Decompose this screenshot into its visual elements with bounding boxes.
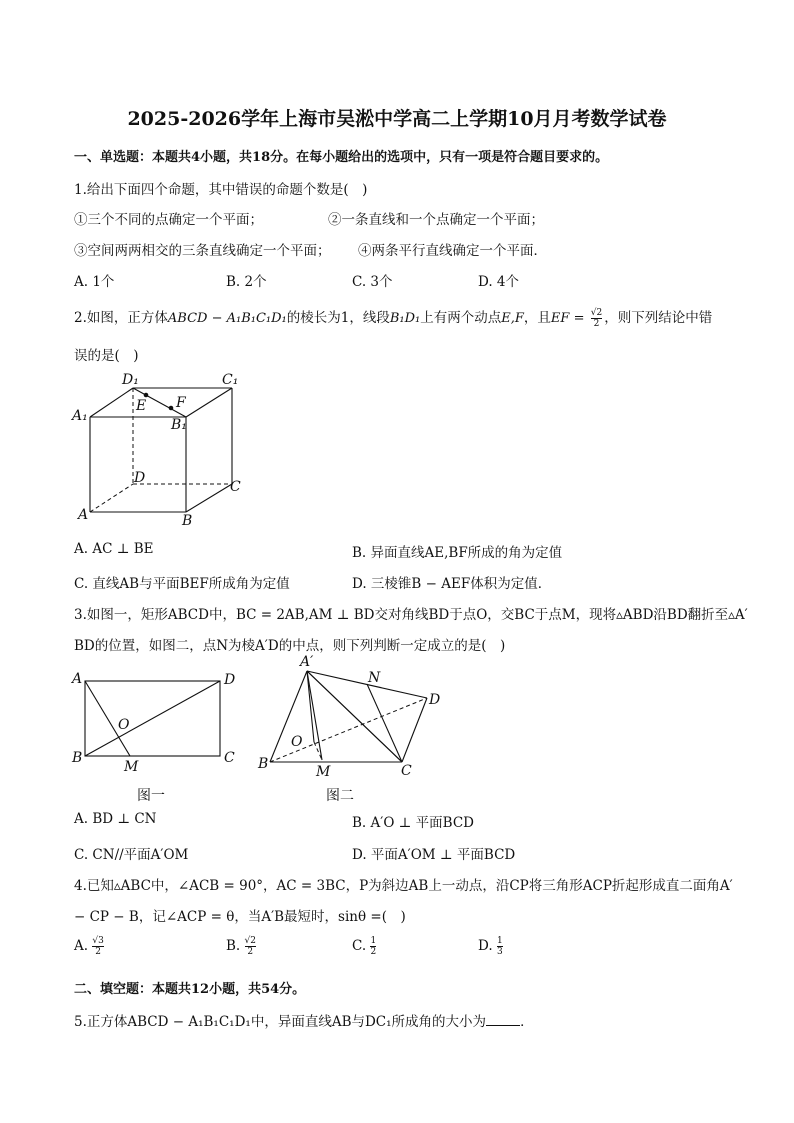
label-b: B [182, 513, 193, 529]
q5-stem-text: 5.正方体ABCD − A₁B₁C₁D₁中，异面直线AB与DC₁所成角的大小为 [74, 1014, 487, 1030]
q1-stem: 1.给出下面四个命题，其中错误的命题个数是( ) [74, 182, 368, 198]
q4-option-b-label: B. [226, 938, 241, 954]
q1-item-3: ③空间两两相交的三条直线确定一个平面； [74, 243, 331, 259]
q4-option-c-den: 2 [370, 947, 377, 957]
q1-option-c: C. 3个 [352, 274, 393, 290]
label-a: A [78, 507, 89, 523]
q1-item-1: ①三个不同的点确定一个平面； [74, 212, 263, 228]
fig1-label-d: D [224, 672, 236, 688]
fig2-caption: 图二 [326, 788, 354, 804]
q1-item-2: ②一条直线和一个点确定一个平面； [328, 212, 544, 228]
q3-stem-line2: BD的位置，如图二，点N为棱A′D的中点，则下列判断一定成立的是( ) [74, 638, 506, 654]
q2-cube-name: ABCD − A₁B₁C₁D₁ [167, 311, 287, 326]
edge-c-d [402, 698, 427, 762]
q1-option-b: B. 2个 [226, 274, 267, 290]
q4-option-d-label: D. [478, 938, 493, 954]
page-title: 2025-2026学年上海市吴淞中学高二上学期10月月考数学试卷 [127, 108, 667, 130]
label-c1: C₁ [222, 372, 239, 388]
label-a1: A₁ [72, 408, 88, 424]
q4-option-c-num: 1 [370, 936, 377, 946]
label-d1: D₁ [122, 372, 139, 388]
q4-option-c-label: C. [352, 938, 367, 954]
edge-a-m [307, 671, 322, 760]
fig2-label-m: M [316, 764, 331, 780]
q3-option-a: A. BD ⊥ CN [74, 811, 157, 827]
q2-stem-part5: ，则下列结论中错 [604, 310, 713, 326]
diagonal-bd-hidden [270, 698, 427, 762]
fig2-label-o: O [291, 734, 303, 750]
q4-option-b-den: 2 [247, 947, 254, 957]
fig2-label-b: B [258, 756, 269, 772]
q4-stem-line2: − CP − B，记∠ACP = θ，当A′B最短时，sinθ =( ) [74, 909, 406, 925]
q4-option-b [226, 936, 256, 957]
q2-segment: B₁D₁ [389, 311, 421, 326]
fig1-label-m: M [124, 759, 139, 775]
q4-option-a-label: A. [74, 938, 89, 954]
q4-option-a [74, 936, 104, 957]
fig1-label-b: B [72, 750, 83, 766]
fig1-label-o: O [118, 717, 130, 733]
q4-option-c [352, 936, 376, 957]
fig2-label-a-prime: A′ [300, 654, 314, 670]
q1-option-d: D. 4个 [478, 274, 520, 290]
q2-frac-den: 2 [593, 319, 600, 329]
section-2-heading: 二、填空题：本题共12小题，共54分。 [74, 982, 306, 997]
label-b1: B₁ [171, 417, 187, 433]
label-c: C [230, 479, 241, 495]
section-1-heading: 一、单选题：本题共4小题，共18分。在每小题给出的选项中，只有一项是符合题目要求的。 [74, 150, 609, 165]
q2-option-d: D. 三棱锥B − AEF体积为定值． [352, 576, 552, 592]
q1-option-a: A. 1个 [74, 274, 115, 290]
q2-option-b: B. 异面直线AE,BF所成的角为定值 [352, 545, 563, 561]
q2-ef: EF = [550, 311, 585, 326]
q4-option-d-den: 3 [496, 947, 503, 957]
fig1-label-c: C [224, 750, 235, 766]
q2-stem-part4: ，且 [523, 310, 551, 326]
q2-points: E,F [501, 311, 524, 326]
q2-stem-line2: 误的是( ) [74, 348, 139, 364]
q5-answer-blank [486, 1013, 520, 1026]
label-f: F [176, 395, 186, 411]
q4-option-d-num: 1 [496, 936, 503, 946]
label-e: E [136, 398, 147, 414]
segment-n-c [367, 684, 402, 762]
q4-option-d-fraction [497, 936, 503, 957]
q2-option-c: C. 直线AB与平面BEF所成角为定值 [74, 576, 290, 592]
q3-option-c: C. CN//平面A′OM [74, 847, 189, 863]
q4-option-a-den: 2 [95, 947, 101, 957]
q4-option-c-fraction [370, 936, 376, 957]
q4-stem-line1: 4.已知▵ABC中，∠ACB = 90°，AC = 3BC，P为斜边AB上一动点，沿CP将三角形ACP折起形成直二面角A′ [74, 878, 733, 894]
q2-stem-part2: 的棱长为1，线段 [286, 310, 390, 326]
q3-stem-line1: 3.如图一，矩形ABCD中，BC = 2AB,AM ⊥ BD交对角线BD于点O，交BC于点M，现将▵ABD沿BD翻折至▵A′ [74, 607, 748, 623]
q2-frac-num: √2 [590, 308, 603, 318]
q4-option-b-fraction [245, 936, 256, 957]
q4-option-d [478, 936, 503, 957]
q2-stem-part1: 2.如图，正方体 [74, 310, 168, 326]
label-d: D [134, 470, 146, 486]
fig1-label-a: A [72, 671, 83, 687]
q2-option-a: A. AC ⊥ BE [74, 541, 154, 557]
q4-option-b-num: √2 [244, 936, 256, 946]
fig2-label-c: C [401, 763, 412, 779]
figure-1 [85, 681, 220, 756]
diagonal-bd [85, 681, 220, 756]
fig2-label-d: D [429, 692, 441, 708]
q4-option-a-fraction [92, 936, 103, 957]
q2-stem-part3: 上有两个动点 [420, 310, 502, 326]
q5-stem-end: ． [520, 1014, 534, 1030]
q4-option-a-num: √3 [92, 936, 104, 946]
q1-item-4: ④两条平行直线确定一个平面． [358, 243, 547, 259]
fig2-label-n: N [368, 670, 381, 686]
q3-option-d: D. 平面A′OM ⊥ 平面BCD [352, 847, 516, 863]
fig1-caption: 图一 [137, 788, 165, 804]
q5-stem [74, 1010, 534, 1030]
segment-a-c-2 [307, 671, 402, 762]
q3-option-b: B. A′O ⊥ 平面BCD [352, 815, 474, 831]
